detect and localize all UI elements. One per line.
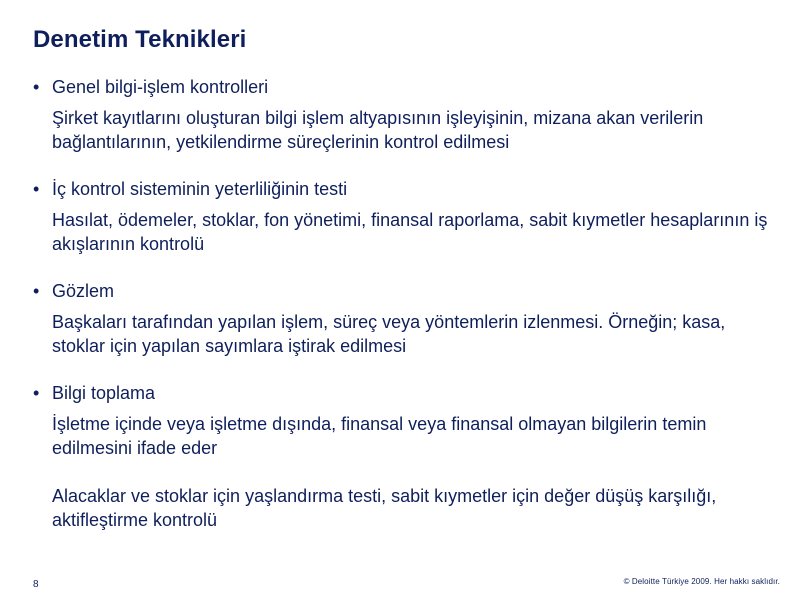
list-item [33,76,773,154]
section-detail: İşletme içinde veya işletme dışında, finansal veya finansal olmayan bilgilerin temin edilmesini ifade eder [52,414,707,458]
section-detail: Şirket kayıtlarını oluşturan bilgi işlem altyapısının işleyişinin, mizana akan verilerin bağlantılarının, yetkilendirme süreçlerinin kontrol edilmesi [52,108,704,152]
page-title: Denetim Teknikleri [33,26,247,53]
list-item [33,178,773,256]
bullet-row [33,76,773,98]
copyright-notice: © Deloitte Türkiye 2009. Her hakkı saklıdır. [623,577,780,586]
page-number: 8 [33,579,39,590]
bullet-row [33,178,773,200]
bullet-row [33,382,773,404]
bullet-icon: • [33,179,40,199]
content-list [33,76,773,556]
bullet-icon: • [33,77,40,97]
bullet-icon: • [33,281,40,301]
bullet-icon: • [33,383,40,403]
list-item [33,382,773,532]
section-detail: Hasılat, ödemeler, stoklar, fon yönetimi, finansal raporlama, sabit kıymetler hesaplarının iş akışlarının kontrolü [52,210,768,254]
section-detail: Başkaları tarafından yapılan işlem, süreç veya yöntemlerin izlenmesi. Örneğin; kasa, stoklar için yapılan sayımlara iştirak edilmesi [52,312,726,356]
section-heading: Bilgi toplama [52,383,156,403]
list-item [33,280,773,358]
section-heading: İç kontrol sisteminin yeterliliğinin testi [52,179,348,199]
section-heading: Gözlem [52,281,115,301]
section-heading: Genel bilgi-işlem kontrolleri [52,77,269,97]
section-detail: Alacaklar ve stoklar için yaşlandırma testi, sabit kıymetler için değer düşüş karşılığı, aktifleştirme kontrolü [52,486,717,530]
bullet-row [33,280,773,302]
